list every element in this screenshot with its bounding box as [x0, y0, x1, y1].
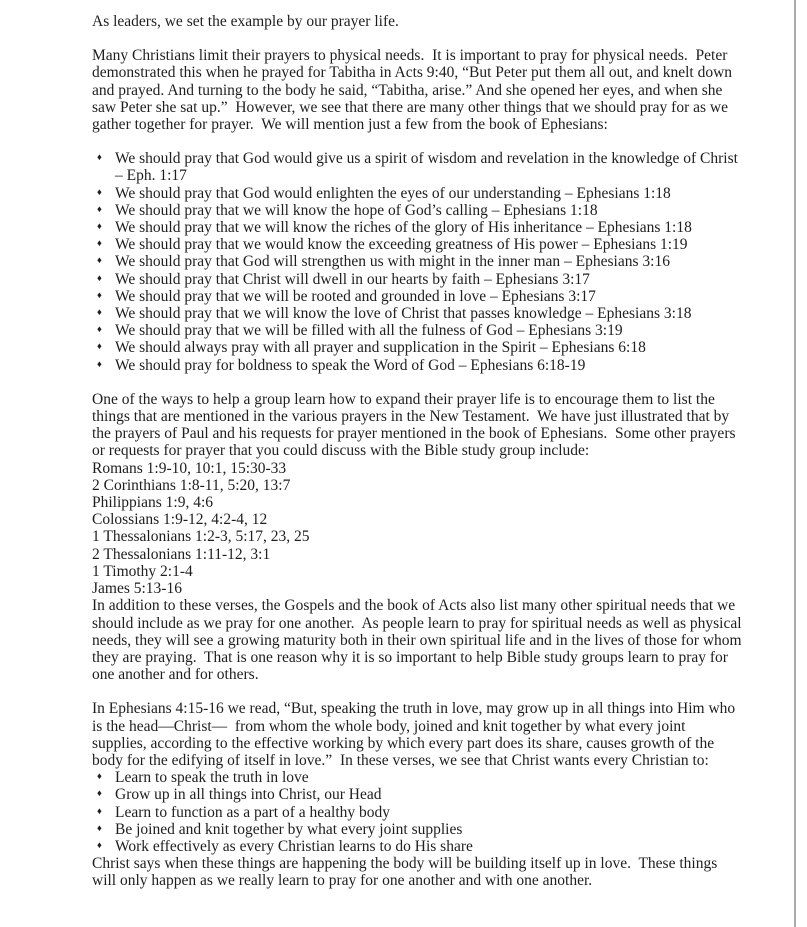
diamond-bullet-icon: ♦	[97, 239, 102, 250]
diamond-bullet-icon: ♦	[97, 222, 102, 233]
list-item-text: Grow up in all things into Christ, our Head	[115, 786, 382, 804]
diamond-bullet-icon: ♦	[97, 772, 102, 783]
list-item	[92, 185, 742, 202]
diamond-bullet-icon: ♦	[97, 273, 102, 284]
list-item-text: We should always pray with all prayer and supplication in the Spirit – Ephesians 6:18	[115, 339, 646, 357]
list-item	[92, 305, 742, 322]
list-item-text: Work effectively as every Christian learns to do His share	[115, 837, 473, 855]
list-item	[92, 202, 742, 219]
list-item	[92, 821, 742, 838]
list-item-text: We should pray that we will know the love of Christ that passes knowledge – Ephesians 3:18	[115, 305, 692, 323]
verse-line: 2 Thessalonians 1:11-12, 3:1	[92, 545, 271, 563]
diamond-bullet-icon: ♦	[97, 342, 102, 353]
christian-goals-list	[92, 769, 742, 855]
paragraph-leaders-example: As leaders, we set the example by our prayer life.	[92, 13, 399, 30]
list-item	[92, 322, 742, 339]
paragraph-in-addition: In addition to these verses, the Gospels and the book of Acts also list many other spiritual needs that we should include as we pray for one another. As people learn to pray for spiritual needs as well as physical needs, they will see a growing maturity both in their own spiritual life and in the lives of those for whom they are praying. That is one reason why it is so important to help Bible study groups learn to pray for one another and for others.	[92, 597, 746, 684]
list-item	[92, 804, 742, 821]
list-item-text: We should pray for boldness to speak the Word of God – Ephesians 6:18-19	[115, 356, 586, 374]
list-item-text: We should pray that God would give us a spirit of wisdom and revelation in the knowledge of Christ – Eph. 1:17	[115, 150, 742, 185]
diamond-bullet-icon: ♦	[97, 806, 102, 817]
list-item	[92, 288, 742, 305]
list-item-text: We should pray that God would enlighten the eyes of our understanding – Ephesians 1:18	[115, 184, 671, 202]
document-content	[92, 13, 746, 890]
list-item	[92, 271, 742, 288]
expand-prayer-block	[92, 390, 746, 684]
diamond-bullet-icon: ♦	[97, 325, 102, 336]
verse-line: 2 Corinthians 1:8-11, 5:20, 13:7	[92, 476, 291, 494]
list-item-text: We should pray that we will be rooted and grounded in love – Ephesians 3:17	[115, 287, 596, 305]
list-item-text: We should pray that God will strengthen us with might in the inner man – Ephesians 3:16	[115, 253, 670, 271]
paragraph-physical-needs: Many Christians limit their prayers to physical needs. It is important to pray for physical needs. Peter demonstrated this when he prayed for Tabitha in Acts 9:40, “But Peter put them all out, and knelt down and prayed. And turning to the body he said, “Tabitha, arise.” And she opened her eyes, and when she saw Peter she sat up.” However, we see that there are many other things that we should pray for as we gather together for prayer. We will mention just a few from the book of Ephesians:	[92, 47, 736, 134]
list-item	[92, 236, 742, 253]
diamond-bullet-icon: ♦	[97, 153, 102, 164]
list-item-text: Learn to speak the truth in love	[115, 769, 309, 787]
list-item-text: We should pray that we will be filled with all the fulness of God – Ephesians 3:19	[115, 322, 623, 340]
list-item	[92, 253, 742, 270]
diamond-bullet-icon: ♦	[97, 308, 102, 319]
diamond-bullet-icon: ♦	[97, 290, 102, 301]
diamond-bullet-icon: ♦	[97, 187, 102, 198]
verse-line: James 5:13-16	[92, 580, 182, 598]
diamond-bullet-icon: ♦	[97, 840, 102, 851]
list-item	[92, 769, 742, 786]
paragraph-ephesians-4-15: In Ephesians 4:15-16 we read, “But, speaking the truth in love, may grow up in all things into Him who is the head—Christ— from whom the whole body, joined and knit together by what every joint supplies, according to the effective working by which every part does its share, causes growth of the body for the edifying of itself in love.” In these verses, we see that Christ wants every Christian to:	[92, 700, 740, 769]
page-edge-divider	[794, 0, 796, 927]
verse-line: Philippians 1:9, 4:6	[92, 494, 213, 512]
verse-line: 1 Thessalonians 1:2-3, 5:17, 23, 25	[92, 528, 310, 546]
paragraph-expand-prayer: One of the ways to help a group learn how to expand their prayer life is to encourage them to list the things that are mentioned in the various prayers in the New Testament. We have just illustrated that by the prayers of Paul and his requests for prayer mentioned in the book of Ephesians. Some other prayers or requests for prayer that you could discuss with the Bible study group include:	[92, 390, 740, 460]
diamond-bullet-icon: ♦	[97, 823, 102, 834]
verse-line: Romans 1:9-10, 10:1, 15:30-33	[92, 459, 287, 477]
diamond-bullet-icon: ♦	[97, 789, 102, 800]
list-item	[92, 786, 742, 803]
list-item-text: We should pray that Christ will dwell in our hearts by faith – Ephesians 3:17	[115, 270, 590, 288]
paragraph-closing: Christ says when these things are happening the body will be building itself up in love. These things will only happen as we really learn to pray for one another and with one another.	[92, 855, 722, 890]
list-item	[92, 339, 742, 356]
list-item	[92, 219, 742, 236]
list-item-text: We should pray that we will know the hope of God’s calling – Ephesians 1:18	[115, 201, 598, 219]
list-item-text: We should pray that we would know the exceeding greatness of His power – Ephesians 1:19	[115, 236, 688, 254]
list-item-text: Be joined and knit together by what every joint supplies	[115, 820, 463, 838]
verse-line: 1 Timothy 2:1-4	[92, 562, 193, 580]
list-item	[92, 357, 742, 374]
verse-line: Colossians 1:9-12, 4:2-4, 12	[92, 511, 268, 529]
diamond-bullet-icon: ♦	[97, 256, 102, 267]
list-item	[92, 150, 742, 184]
prayer-points-list	[92, 150, 742, 374]
list-item-text: We should pray that we will know the riches of the glory of His inheritance – Ephesians 1:18	[115, 219, 692, 237]
list-item-text: Learn to function as a part of a healthy body	[115, 803, 391, 821]
diamond-bullet-icon: ♦	[97, 204, 102, 215]
list-item	[92, 838, 742, 855]
diamond-bullet-icon: ♦	[97, 359, 102, 370]
